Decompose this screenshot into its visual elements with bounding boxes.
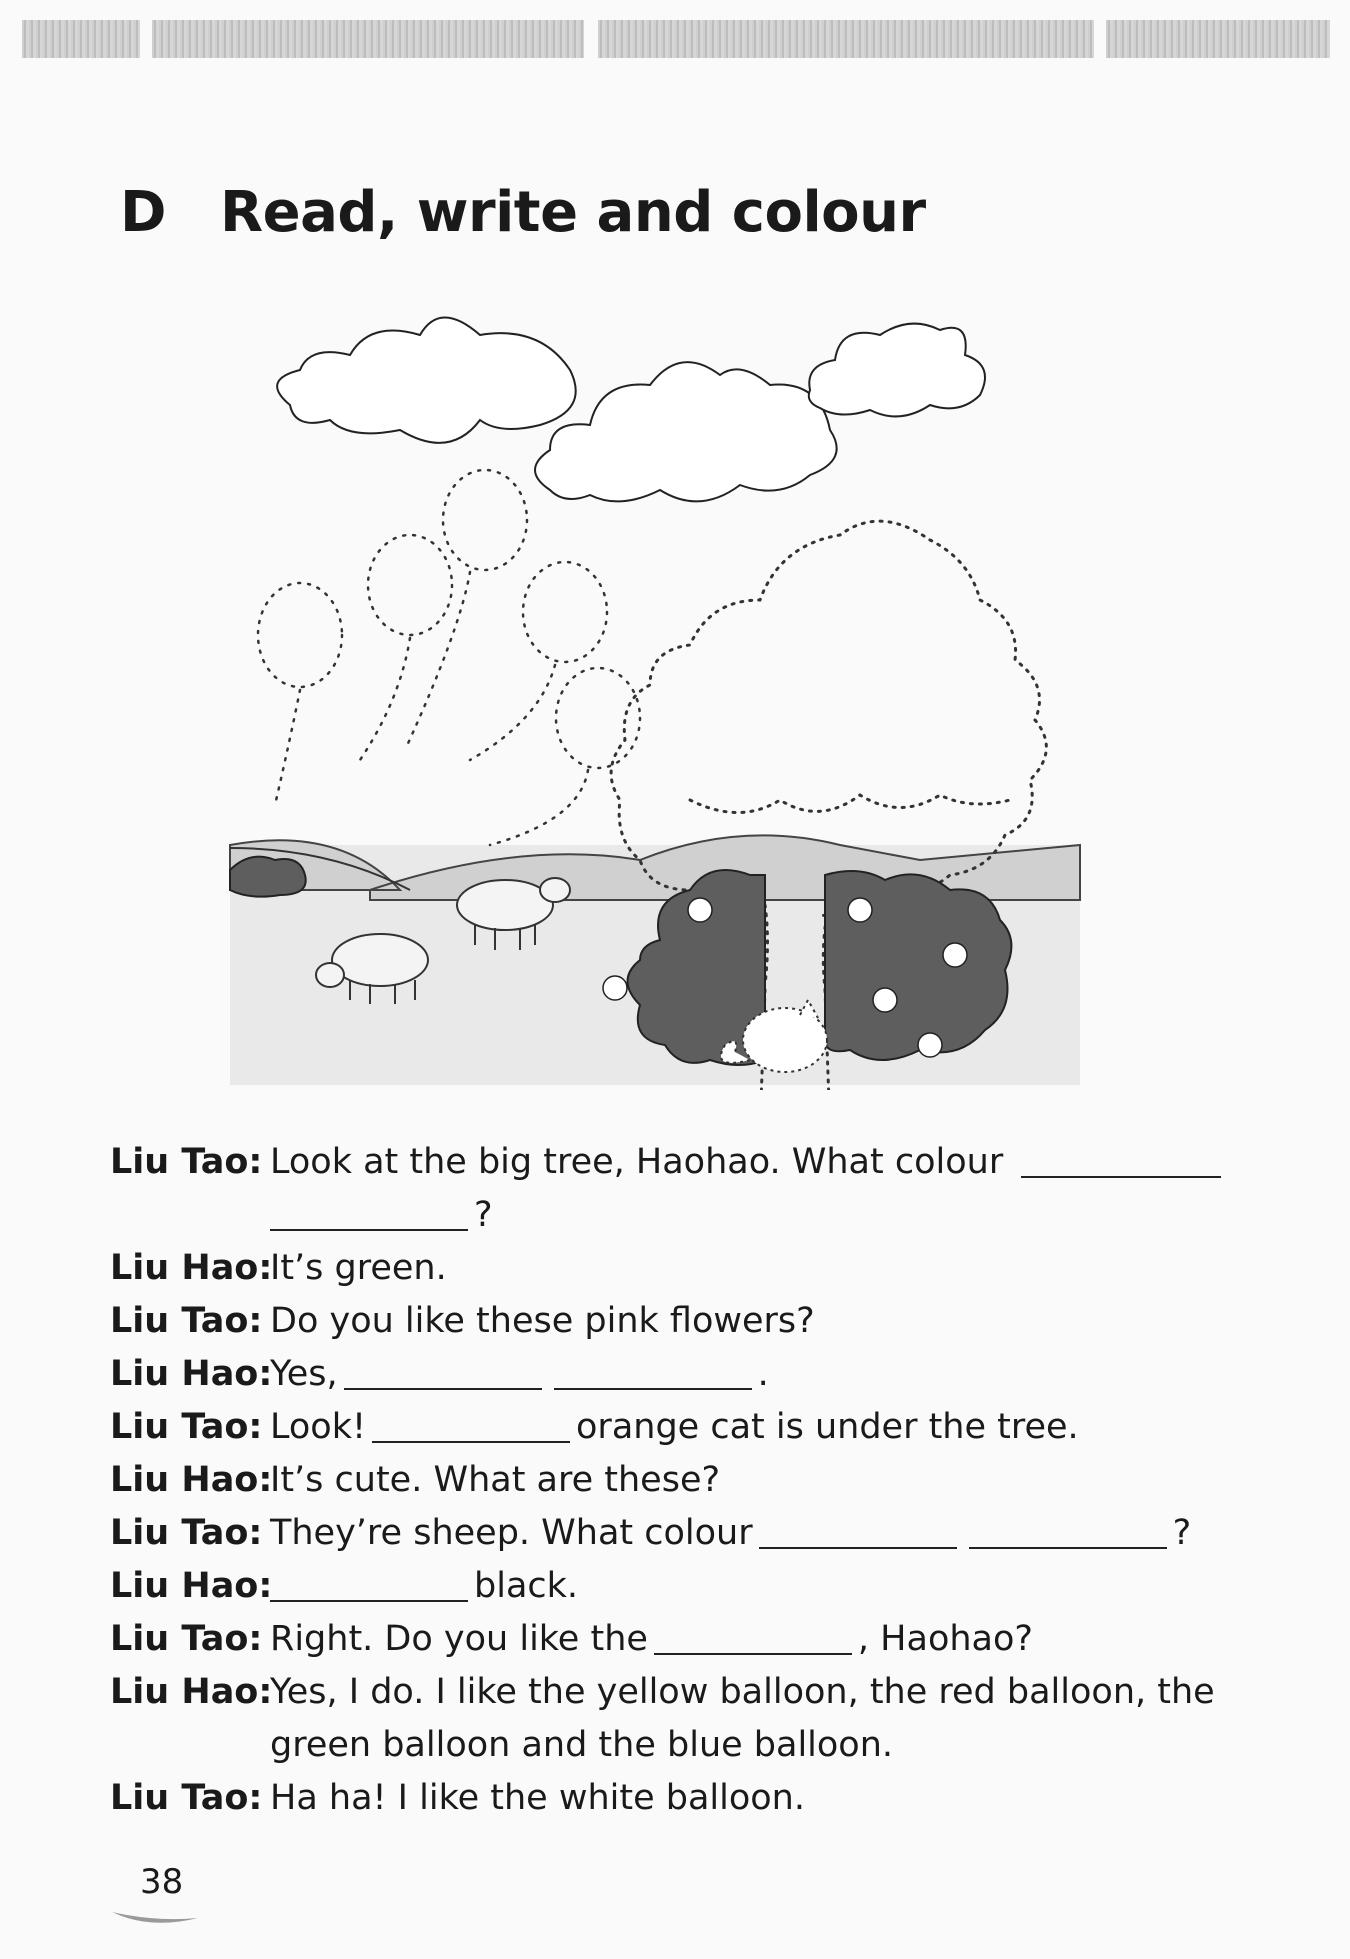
line-text: Look! xyxy=(270,1406,367,1447)
answer-blank[interactable] xyxy=(372,1411,570,1443)
dialogue-line xyxy=(110,1771,1260,1824)
dialogue-line xyxy=(110,1506,1260,1559)
dialogue-line xyxy=(110,1453,1260,1506)
answer-blank[interactable] xyxy=(554,1358,752,1390)
line-text: ? xyxy=(474,1194,493,1235)
line-text: Do you like these pink flowers? xyxy=(270,1300,815,1341)
dialogue-line xyxy=(110,1294,1260,1347)
answer-blank[interactable] xyxy=(270,1570,468,1602)
line-text: Yes, I do. I like the yellow balloon, the red balloon, the xyxy=(270,1671,1215,1712)
cloud-right xyxy=(809,324,985,417)
speaker-label: Liu Hao: xyxy=(110,1247,273,1288)
answer-blank[interactable] xyxy=(969,1517,1167,1549)
line-text: , Haohao? xyxy=(857,1618,1033,1659)
cloud-middle xyxy=(535,362,837,501)
page-corner-swoosh xyxy=(110,1908,200,1928)
answer-blank[interactable] xyxy=(759,1517,957,1549)
top-edge-strip xyxy=(152,20,584,58)
speaker-label: Liu Hao: xyxy=(110,1353,273,1394)
balloons xyxy=(258,470,640,845)
dialogue-line xyxy=(110,1400,1260,1453)
dialogue-line xyxy=(110,1241,1260,1294)
line-text: green balloon and the blue balloon. xyxy=(270,1724,894,1765)
speaker-label: Liu Tao: xyxy=(110,1141,263,1182)
line-text: ? xyxy=(1172,1512,1192,1553)
line-text: . xyxy=(757,1353,769,1394)
speaker-label: Liu Tao: xyxy=(110,1300,263,1341)
answer-blank[interactable] xyxy=(654,1623,852,1655)
line-text: Look at the big tree, Haohao. What colour xyxy=(270,1141,1004,1182)
dialogue-line xyxy=(110,1135,1260,1188)
speaker-label: Liu Hao: xyxy=(110,1565,273,1606)
section-letter: D xyxy=(120,180,166,245)
line-text: They’re sheep. What colour xyxy=(270,1512,753,1553)
top-edge-strip xyxy=(1106,20,1330,58)
dialogue-line xyxy=(110,1188,1260,1241)
dialogue-line xyxy=(110,1347,1260,1400)
answer-blank[interactable] xyxy=(270,1199,468,1231)
dialogue xyxy=(110,1135,1260,1824)
colouring-scene xyxy=(220,300,1100,1090)
line-text: Right. Do you like the xyxy=(270,1618,648,1659)
top-edge-strip xyxy=(598,20,1094,58)
speaker-label: Liu Tao: xyxy=(110,1618,263,1659)
section-title: Read, write and colour xyxy=(220,180,926,245)
cloud-left xyxy=(277,318,576,443)
page-number: 38 xyxy=(140,1862,184,1902)
speaker-label: Liu Hao: xyxy=(110,1671,273,1712)
line-text: It’s cute. What are these? xyxy=(270,1459,721,1500)
line-text: Yes, xyxy=(270,1353,338,1394)
line-text: It’s green. xyxy=(270,1247,447,1288)
speaker-label: Liu Tao: xyxy=(110,1406,263,1447)
dialogue-line xyxy=(110,1612,1260,1665)
answer-blank[interactable] xyxy=(1021,1146,1221,1178)
line-text: black. xyxy=(474,1565,579,1606)
top-edge-strip xyxy=(22,20,140,58)
answer-blank[interactable] xyxy=(344,1358,542,1390)
dialogue-line xyxy=(110,1559,1260,1612)
section-heading xyxy=(120,180,926,245)
speaker-label: Liu Tao: xyxy=(110,1777,263,1818)
line-text: Ha ha! I like the white balloon. xyxy=(270,1777,805,1818)
dialogue-line xyxy=(110,1718,1260,1771)
line-text: orange cat is under the tree. xyxy=(576,1406,1079,1447)
speaker-label: Liu Hao: xyxy=(110,1459,273,1500)
dialogue-line xyxy=(110,1665,1260,1718)
speaker-label: Liu Tao: xyxy=(110,1512,263,1553)
